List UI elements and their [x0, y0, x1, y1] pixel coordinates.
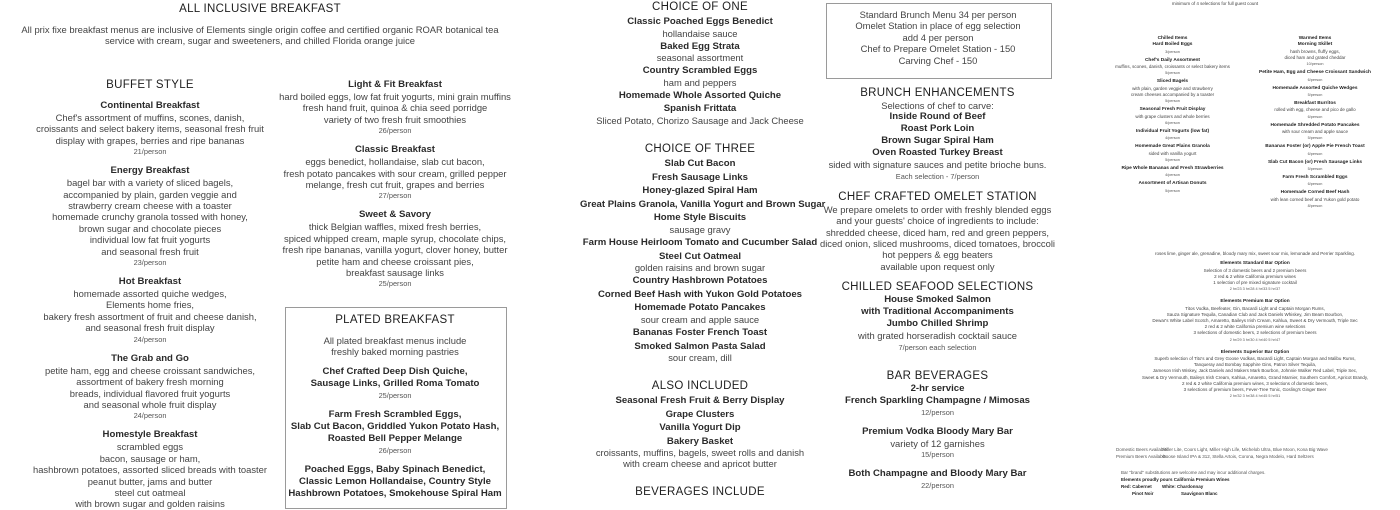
item-price: 5/person	[1165, 157, 1180, 162]
item-description: Titos Vodka, Beefeater, Gin, Bacardi Light and Captain Morgan Rums,	[1185, 305, 1325, 311]
spacer	[580, 469, 820, 477]
item-description: steel cut oatmeal	[114, 486, 186, 498]
section-heading: CHEF CRAFTED OMELET STATION	[838, 190, 1037, 203]
brand-substitution-note: Bar "brand" substitutions are welcome and may incur additional charges.	[1121, 470, 1266, 475]
item-price: Each selection - 7/person	[895, 171, 980, 181]
item-description: All plated breakfast menus include	[323, 335, 467, 346]
item-name: Homemade Potato Pancakes	[634, 302, 766, 314]
item-price: 23/person	[133, 258, 167, 268]
item-name: Bananas Foster (or) Apple Pie French Toast	[1265, 144, 1365, 150]
item-description: spiced whipped cream, maple syrup, chocolate chips,	[284, 232, 506, 244]
item-name: Light & Fit Breakfast	[348, 79, 442, 90]
item-name: Chef Crafted Deep Dish Quiche,	[322, 365, 468, 377]
item-price: 7/person each selection	[898, 342, 977, 352]
item-description: with sour cream and apple sauce	[1281, 129, 1349, 135]
section-heading: BEVERAGES INCLUDE	[635, 486, 765, 499]
item-description: individual low fat fruit yogurts	[89, 234, 211, 246]
item-name: Chilled Items	[1157, 36, 1188, 41]
item-description: homemade crunchy granola tossed with honey,	[52, 211, 248, 223]
item-description: diced ham and grated cheddar	[1284, 55, 1346, 61]
reception-minimum-note	[1150, 1, 1280, 7]
item-description: petite ham, egg and cheese croissant sandwiches,	[44, 364, 256, 376]
item-name: Corned Beef Hash with Yukon Gold Potatoes	[598, 288, 802, 300]
item-description: 2 red & 2 white California premium wine selections	[1204, 324, 1306, 330]
item-description: sided with vanilla yogurt	[1148, 150, 1197, 156]
item-name: Assortment of Artisan Donuts	[1138, 181, 1207, 187]
item-price: 6/person	[1307, 151, 1323, 156]
item-description: Selection of 3 domestic beers and 2 premium beers	[1203, 267, 1307, 273]
item-price: 2 hr/23 3 hr/28 4 hr/33 5 hr/37	[1229, 287, 1281, 292]
item-name: 2-hr service	[910, 382, 965, 394]
item-description: with grated horseradish cocktail sauce	[858, 330, 1017, 342]
item-price: 25/person	[378, 390, 412, 400]
item-description: available upon request only	[880, 260, 995, 272]
item-name: Fresh Sausage Links	[652, 171, 748, 183]
item-name: with Traditional Accompaniments	[861, 306, 1014, 318]
item-description: ham and peppers	[663, 76, 737, 88]
item-description: 3 selections of premium beers, Fever-Tree Tonic, Gosling's Ginger Beer	[1183, 387, 1327, 393]
spacer	[815, 361, 1060, 369]
item-name: Steel Cut Oatmeal	[658, 250, 742, 262]
item-name: Country Scrambled Eggs	[642, 65, 758, 77]
item-price: 4/person	[1165, 136, 1180, 141]
spacer	[580, 126, 820, 134]
item-description: Selections of chef to carve:	[881, 100, 994, 111]
item-name: Homestyle Breakfast	[102, 429, 198, 441]
section-heading: BAR BEVERAGES	[886, 369, 989, 382]
item-description: and seasonal fresh fruit display	[85, 322, 215, 334]
item-price: 6/person	[1165, 120, 1180, 125]
item-name: Spanish Frittata	[663, 103, 737, 115]
item-price: 22/person	[921, 481, 954, 491]
item-description: sausage gravy	[669, 223, 731, 235]
item-price: 3/person	[1165, 49, 1180, 54]
item-description: hot peppers & egg beaters	[882, 249, 993, 261]
item-name: Brown Sugar Spiral Ham	[881, 135, 994, 147]
item-description: with grape clusters and whole berries	[1135, 113, 1210, 119]
brunch-enhancements-column	[815, 86, 1060, 499]
item-description: and seasonal whole fruit display	[83, 398, 217, 410]
item-description: add 4 per person	[902, 31, 974, 43]
beers-domestic	[1116, 447, 1328, 453]
item-description: hashbrown potatoes, assorted sliced breads with toaster	[33, 464, 267, 476]
bar-options	[1110, 251, 1400, 402]
item-price: 5/person	[1307, 93, 1323, 98]
item-name: Honey-glazed Spiral Ham	[642, 185, 758, 197]
item-name: Baked Egg Strata	[660, 40, 740, 52]
item-description: scrambled eggs	[116, 441, 184, 453]
spacer	[580, 371, 820, 379]
item-description: sour cream, dill	[668, 352, 732, 364]
premium-beers-label: Premium Beers Available:	[1116, 454, 1168, 459]
section-heading: CHOICE OF THREE	[644, 142, 756, 155]
item-description: melange, fresh cut fruit, grapes and berries	[305, 179, 485, 191]
item-price: 6/person	[1307, 77, 1323, 82]
item-name: Home Style Biscuits	[653, 212, 747, 224]
item-description: fresh ripe bananas, vanilla yogurt, clover honey, butter	[282, 244, 508, 256]
domestic-beers-list: Miller Lite, Coors Light, Miller High Life, Michelob Ultra, Blue Moon, Kona Big Wave	[1162, 447, 1328, 452]
item-name: Farm Fresh Scrambled Eggs	[1282, 175, 1348, 181]
item-description: minimum of 4 selections for full guest count	[1171, 1, 1259, 6]
item-name: Homemade Great Plains Granola	[1135, 144, 1210, 150]
brunch-choices-column	[580, 0, 826, 499]
item-name: Breakfast Burritos	[1294, 101, 1336, 107]
item-name: Individual Fruit Yogurts (low fat)	[1135, 128, 1210, 134]
item-name: Poached Eggs, Baby Spinach Benedict,	[304, 463, 486, 475]
item-price: 6/person	[1307, 114, 1323, 119]
item-name: Bananas Foster French Toast	[632, 326, 768, 338]
item-description: Jameson Irish Wiskey, Jack Daniels and Makers Mark Bourbon, Johnnie Walker Red Label, Triple Sec,	[1152, 368, 1358, 374]
item-name: Elements Standard Bar Option	[1220, 261, 1290, 267]
item-name: Hard Boiled Eggs	[1152, 42, 1193, 48]
item-name: Homemade Shredded Potato Pancakes	[1270, 122, 1360, 128]
item-description: hollandaise sauce	[662, 27, 738, 39]
item-description: bagel bar with a variety of sliced bagels,	[66, 177, 234, 189]
item-name: Vanilla Yogurt Dip	[659, 422, 741, 434]
item-price: 24/person	[133, 411, 167, 421]
item-name: Sweet & Savory	[359, 209, 431, 221]
item-price: 5/person	[1307, 136, 1323, 141]
item-name: Country Hashbrown Potatoes	[632, 275, 768, 287]
item-price: 2 hr/32 3 hr/38 4 hr/45 5 hr/51	[1229, 394, 1281, 399]
item-description: strawberry cream cheese with a toaster	[68, 200, 232, 212]
item-description: homemade assorted quiche wedges,	[73, 288, 227, 300]
item-name: Oven Roasted Turkey Breast	[872, 147, 1003, 159]
item-price: 24/person	[133, 334, 167, 344]
item-description: Elements home fries,	[105, 299, 195, 311]
item-description: variety of two fresh fruit smoothies	[323, 113, 467, 125]
item-name: Smoked Salmon Pasta Salad	[634, 340, 766, 352]
item-description: peanut butter, jams and butter	[87, 475, 213, 487]
item-description: with plain, garden veggie and strawberry	[1132, 85, 1213, 91]
domestic-beers-label: Domestic Beers Available:	[1116, 447, 1169, 452]
item-name: Elements Premium Bar Option	[1220, 299, 1290, 305]
item-name: Slab Cut Bacon, Griddled Yukon Potato Hash,	[290, 420, 500, 432]
item-description: fresh hand fruit, quinoa & chia seed porridge	[302, 102, 488, 114]
item-description: freshly baked morning pastries	[331, 346, 459, 358]
spacer	[20, 16, 500, 24]
item-name: Sausage Links, Grilled Roma Tomato	[310, 377, 480, 389]
item-name: Hot Breakfast	[118, 276, 182, 288]
item-description: 1 selection of pre mixed signature cocktail	[1213, 280, 1297, 286]
item-description: Chef to Prepare Omelet Station - 150	[860, 43, 1016, 55]
plated-breakfast	[285, 313, 505, 500]
warmed-items-list	[1250, 36, 1380, 212]
item-description: Superb selection of Tito's and Grey Goose Vodkas, Bacardi Light, Captain Morgan and Malibu Rums,	[1154, 356, 1356, 362]
red-wines: Red: Cabernet	[1121, 484, 1152, 489]
item-name: Great Plains Granola, Vanilla Yogurt and Brown Sugar	[580, 198, 826, 210]
item-description: croissants, muffins, bagels, sweet rolls and danish	[595, 447, 805, 459]
item-price: 26/person	[378, 445, 412, 455]
item-description: and your guests' choice of ingredients to include:	[836, 215, 1039, 227]
item-description: breads, individual flavored fruit yogurts	[69, 387, 231, 399]
item-name: Homemade Corned Beef Hash	[1280, 190, 1350, 196]
item-description: hard boiled eggs, low fat fruit yogurts, mini grain muffins	[279, 91, 511, 102]
item-description: petite ham and cheese croissant pies,	[316, 255, 474, 267]
item-price: 27/person	[378, 191, 412, 201]
item-name: Morning Skillet	[1297, 42, 1333, 48]
item-description: diced onion, sliced mushrooms, diced tomatoes, broccoli	[819, 238, 1055, 250]
item-name: Elements Superior Bar Option	[1220, 349, 1290, 355]
item-name: Continental Breakfast	[100, 100, 200, 111]
brunch-pricing	[826, 9, 1050, 66]
item-description: Chef's assortment of muffins, scones, danish,	[55, 112, 245, 123]
item-description: fresh potato pancakes with sour cream, grilled pepper	[283, 167, 507, 179]
item-description: thick Belgian waffles, mixed fresh berries,	[308, 221, 482, 233]
spacer	[285, 358, 505, 366]
item-price: 5/person	[1165, 188, 1180, 193]
item-price: 5/person	[1165, 71, 1180, 76]
item-name: Seasonal Fresh Fruit & Berry Display	[615, 395, 785, 407]
item-description: rolled with egg, cheese and pico de gallo	[1274, 107, 1356, 113]
item-name: Farm House Heirloom Tomato and Cucumber Salad	[582, 236, 818, 248]
item-description: sided with signature sauces and petite brioche buns.	[828, 159, 1047, 171]
item-price: 2 hr/29 3 hr/30 4 hr/40 5 hr/47	[1229, 337, 1281, 342]
spacer	[815, 272, 1060, 280]
all-inclusive-header	[20, 2, 500, 47]
premium-beers-list: Goose Island IPA & 312, Stella Artois, Corona, Negra Modelo, Hard Seltzers	[1162, 454, 1314, 459]
item-name: Inside Round of Beef	[889, 111, 986, 123]
item-name: Ripe Whole Bananas and Fresh Strawberries	[1121, 165, 1224, 171]
item-description: Sauza Signature Tequila, Canadian Club and Jack Daniels Whiskey, Jim Beam Bourbon,	[1166, 311, 1344, 317]
item-description: shredded cheese, diced ham, red and green peppers,	[825, 226, 1050, 238]
item-description: breakfast sausage links	[346, 267, 444, 279]
item-price: 25/person	[378, 279, 412, 289]
item-name: Bakery Basket	[666, 435, 734, 447]
section-heading: CHOICE OF ONE	[652, 1, 748, 13]
item-name: Classic Breakfast	[355, 144, 435, 156]
wines-title: Elements proudly pours California Premium Wines	[1121, 477, 1230, 482]
section-heading: ALL INCLUSIVE BREAKFAST	[179, 3, 341, 15]
item-price: 26/person	[378, 126, 412, 136]
spacer	[285, 327, 505, 335]
item-name: Chef's Daily Assortment	[1144, 57, 1201, 63]
item-description: croissants and select bakery items, seasonal fresh fruit	[36, 123, 264, 135]
item-description: brown sugar and chocolate pieces	[78, 222, 222, 234]
spacer	[580, 363, 820, 371]
item-description: All prix fixe breakfast menus are inclusive of Elements single origin coffee and certified organic ROAR botanical tea	[21, 24, 499, 35]
item-description: 2 red & 2 white California premium wines	[1214, 273, 1296, 279]
item-description: display with grapes, berries and ripe bananas	[55, 134, 245, 146]
item-name: Homemade Whole Assorted Quiche	[618, 89, 782, 101]
item-price: 8/person	[1307, 204, 1323, 209]
item-description: and seasonal fresh fruit	[101, 245, 199, 257]
item-name: Grape Clusters	[665, 408, 735, 420]
item-name: Classic Lemon Hollandaise, Country Style	[299, 475, 491, 487]
item-price: 21/person	[133, 147, 167, 157]
item-price: 15/person	[921, 450, 954, 460]
item-description: seasonal assortment	[656, 52, 744, 64]
item-price: 6/person	[1307, 182, 1323, 187]
white-wines: White: Chardonnay	[1162, 484, 1204, 489]
item-description: golden raisins and brown sugar	[634, 262, 766, 274]
item-name: Seasonal Fresh Fruit Display	[1139, 107, 1206, 113]
item-name: Slab Cut Bacon (or) Fresh Sausage Links	[1267, 159, 1363, 165]
spacer	[580, 134, 820, 142]
chilled-items-list	[1105, 36, 1240, 197]
section-heading: BUFFET STYLE	[106, 79, 194, 91]
item-name: Petite Ham, Egg and Cheese Croissant Sandwich	[1259, 70, 1371, 76]
item-description: eggs benedict, hollandaise, slab cut bacon,	[305, 156, 485, 168]
item-description: muffins, scones, danish, croissants or select bakery items	[1115, 64, 1230, 70]
item-name: The Grab and Go	[111, 352, 189, 364]
item-description: sour cream and apple sauce	[640, 313, 760, 325]
item-description: with brown sugar and golden raisins	[75, 498, 225, 510]
white-wines-2: Sauvignon Blanc	[1181, 491, 1218, 496]
item-name: Roasted Bell Pepper Melange	[327, 432, 463, 444]
item-description: Carving Chef - 150	[898, 54, 978, 66]
item-name: Slab Cut Bacon	[664, 157, 736, 169]
item-description: Sweet & Dry Vermouth, Baileys Irish Cream, Kahlua, Amaretto, Grand Marnier, Southern Comfort, Apricot Brandy,	[1141, 374, 1368, 380]
item-price: 5/person	[1307, 167, 1323, 172]
item-description: assortment of bakery fresh morning	[76, 376, 224, 388]
item-description: Omelet Station in place of egg selection	[855, 20, 1021, 32]
item-description: 2 red & 2 white California premium wines, 3 selections of domestic beers,	[1181, 380, 1329, 386]
section-heading: CHILLED SEAFOOD SELECTIONS	[841, 281, 1034, 294]
item-name: Hashbrown Potatoes, Smokehouse Spiral Ham	[288, 487, 502, 499]
spacer	[10, 92, 290, 100]
buffet-style-column-2	[275, 79, 515, 297]
item-description: Sliced Potato, Chorizo Sausage and Jack Cheese	[596, 114, 804, 126]
item-description: hash browns, fluffy eggs,	[1290, 48, 1340, 54]
item-description: Standard Brunch Menu 34 per person	[859, 9, 1017, 20]
item-description: variety of 12 garnishes	[890, 437, 985, 449]
item-description: We prepare omelets to order with freshly blended eggs	[823, 203, 1052, 215]
item-name: Warmed Items	[1298, 36, 1332, 41]
item-description: Dewar's White Label Scotch, Amaretto, Baileys Irish Cream, Kahlua, Sweet & Dry Vermouth, Triple Sec	[1152, 318, 1358, 324]
item-description: service with cream, sugar and sweeteners, and chilled Florida orange juice	[104, 35, 416, 47]
red-wines-2: Pinot Noir	[1132, 491, 1154, 496]
item-description: Tanqueray and Bombay Sapphire Gins, Patron Silver Tequila,	[1193, 362, 1317, 368]
item-price: 12/person	[921, 407, 954, 417]
item-description: with lean corned beef and Yukon gold potato	[1270, 196, 1360, 202]
item-name: Farm Fresh Scrambled Eggs,	[328, 408, 462, 420]
item-description: roses lime, ginger ale, grenadine, bloody mary mix, sweet sour mix, lemonade and Perrier Sparkling.	[1154, 251, 1356, 256]
section-heading: BRUNCH ENHANCEMENTS	[860, 87, 1015, 99]
section-heading: PLATED BREAKFAST	[335, 314, 455, 326]
buffet-style-column	[10, 78, 290, 510]
item-description: 3 selections of domestic beers, 2 selections of premium beers	[1193, 330, 1317, 336]
item-name: Sliced Bagels	[1156, 79, 1189, 85]
item-description: bakery fresh assortment of fruit and cheese danish,	[43, 310, 257, 322]
item-name: Both Champagne and Bloody Mary Bar	[848, 468, 1027, 480]
item-description: cream cheeses accompanied by a toaster	[1130, 92, 1215, 98]
item-price: 5/person	[1165, 99, 1180, 104]
section-heading: ALSO INCLUDED	[651, 380, 749, 393]
item-name: Energy Breakfast	[110, 165, 190, 177]
item-price: 4/person	[1165, 173, 1180, 178]
item-name: House Smoked Salmon	[884, 294, 991, 306]
item-name: Homemade Assorted Quiche Wedges	[1272, 85, 1358, 91]
item-description: with cream cheese and apricot butter	[623, 458, 777, 470]
item-name: Jumbo Chilled Shrimp	[886, 318, 989, 330]
item-name: Classic Poached Eggs Benedict	[627, 16, 773, 27]
spacer	[580, 477, 820, 485]
beers-premium	[1116, 454, 1314, 460]
item-name: Premium Vodka Bloody Mary Bar	[862, 425, 1013, 437]
item-description: accompanied by plain, garden veggie and	[63, 188, 237, 200]
item-price: 10/person	[1306, 62, 1324, 67]
item-name: Roast Pork Loin	[900, 123, 975, 135]
item-description: bacon, sausage or ham,	[99, 452, 201, 464]
item-name: French Sparkling Champagne / Mimosas	[845, 394, 1030, 406]
